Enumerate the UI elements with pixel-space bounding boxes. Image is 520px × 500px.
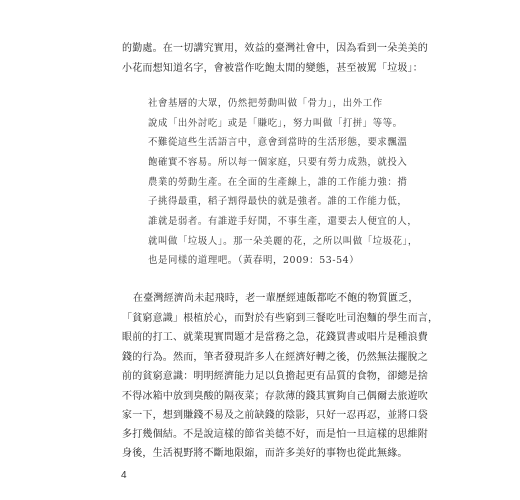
paragraph-bottom-line-6: 不得冰箱中放到臭酸的隔夜菜；存款薄的錢其實夠自己偶爾去旅遊吹 [122,391,428,402]
paragraph-top-line-2: 小花而想知道名字，會被當作吃飽太閒的變態，甚至被罵「垃圾」： [122,63,423,74]
quote-line-6: 子挑得最重，稻子割得最快的就是強者。誰的工作能力低， [148,196,408,207]
paragraph-bottom-line-8: 多打幾個結。不是說這樣的節省美德不好，而是怕一旦這樣的思維附 [122,429,428,440]
paragraph-bottom-line-5: 前的貧窮意識：明明經濟能力足以負擔起更有品質的食物，卻總是捨 [122,371,428,382]
quote-line-8: 就叫做「垃圾人」。那一朵美麗的花，之所以叫做「垃圾花」， [148,236,418,247]
paragraph-bottom-line-1: 在臺灣經濟尚未起飛時，老一輩歷經連飯都吃不飽的物質匱乏， [133,293,419,304]
paragraph-bottom-line-9: 身後，生活視野將不斷地限縮，而許多美好的事物也從此無緣。 [122,448,408,459]
quote-line-7: 誰就是弱者。有誰遊手好閒，不事生產，還要去人便宜的人， [148,216,418,227]
paragraph-bottom-line-4: 錢的行為。然而，筆者發現許多人在經濟好轉之後，仍然無法擺脫之 [122,352,428,363]
paragraph-bottom-line-2: 「貧窮意識」根植於心，而對於有些窮到三餐吃吐司泡麵的學生而言， [122,313,439,324]
paragraph-bottom-line-7: 家一下，想到賺錢不易及之前缺錢的陰影，只好一忍再忍，並將口袋 [122,410,428,421]
page-number: 4 [121,470,127,481]
paragraph-top-line-1: 的勤處。在一切講究實用，效益的臺灣社會中，因為看到一朵美美的 [122,43,428,54]
paragraph-bottom-line-3: 眼前的打工、就業現實問題才是當務之急，花錢買書或唱片是種浪費 [122,332,428,343]
quote-line-4: 飽確實不容易。所以每一個家庭，只要有勞力成熟，就投入 [148,157,408,168]
quote-line-3: 不難從這些生活語言中，意會到當時的生活形態，要求飄溫 [148,137,408,148]
quote-line-9: 也是同樣的道理吧。（黃春明，2009：53-54） [148,255,360,266]
quote-line-1: 社會基層的大眾，仍然把勞動叫做「骨力」，出外工作 [148,98,383,109]
quote-line-2: 說成「出外討吃」或是「賺吃」，努力叫做「打拼」等等。 [148,118,403,129]
quote-line-5: 農業的勞動生產。在全面的生產線上，誰的工作能力強：揹 [148,177,408,188]
